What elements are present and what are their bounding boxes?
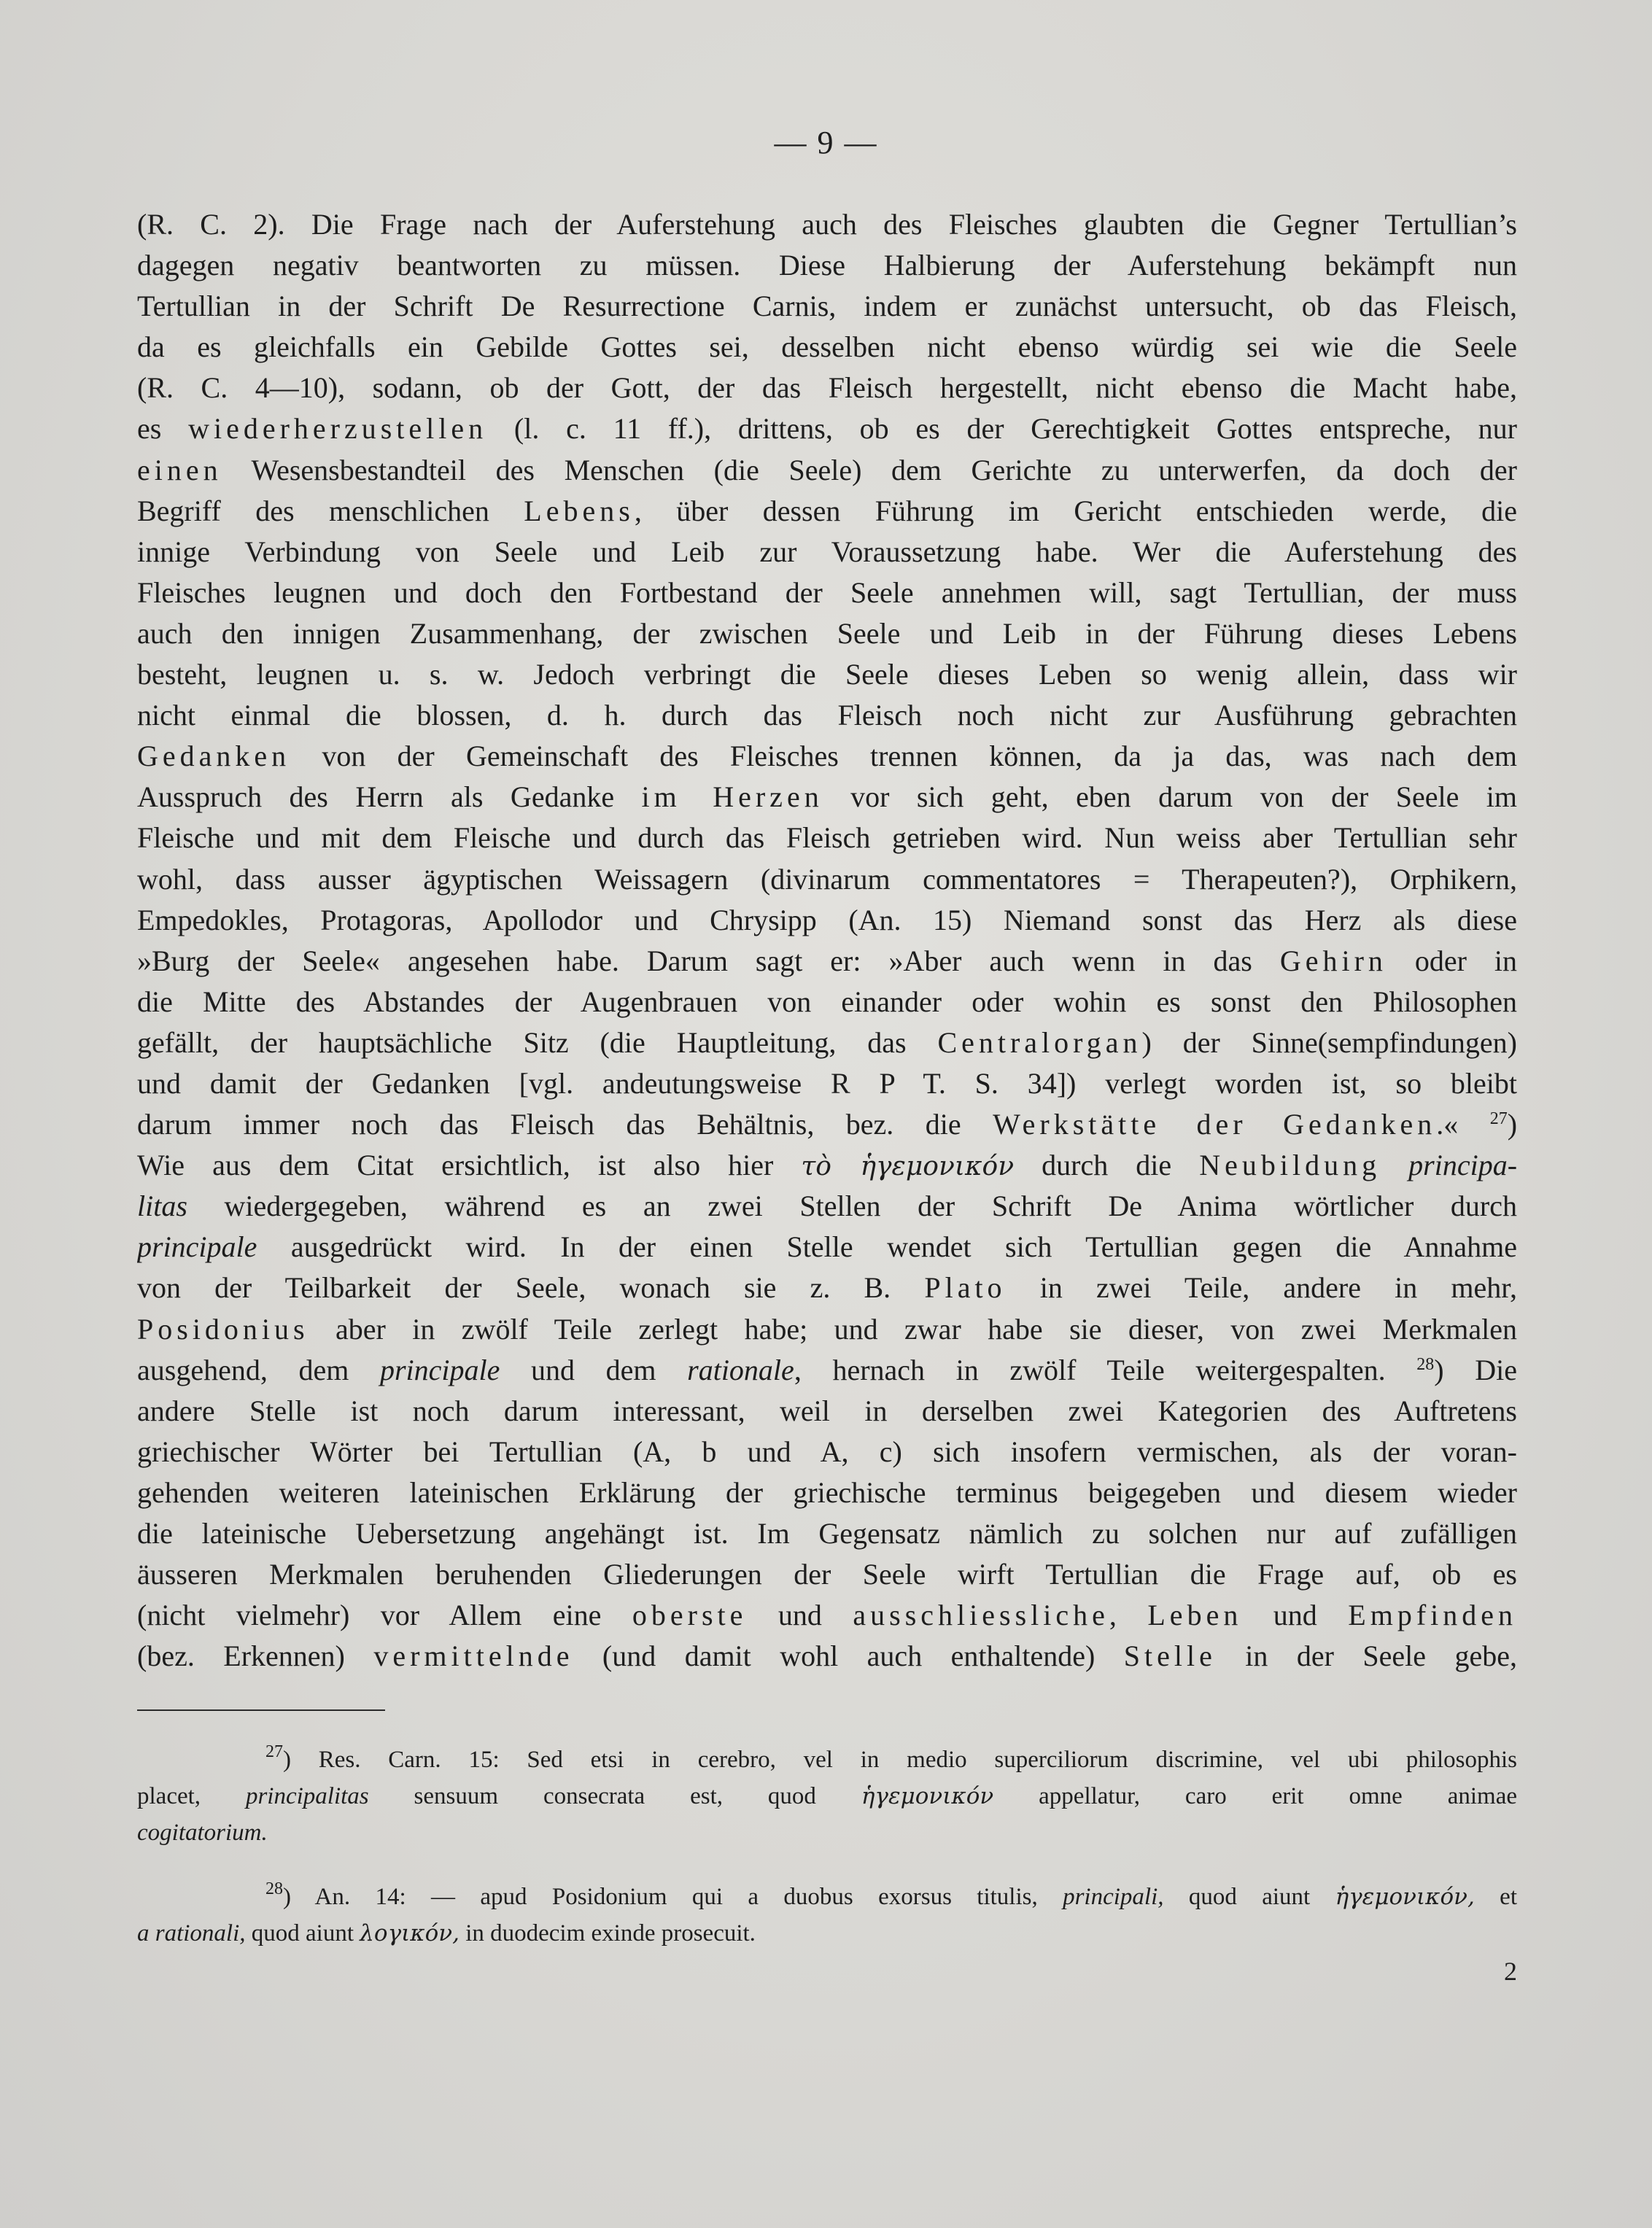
text-run: ) An. 14: — apud Posidonium qui a duobus exorsus titulis,	[283, 1884, 1063, 1910]
text-run: und	[747, 1599, 853, 1632]
spaced-emphasis: Gehirn	[1279, 944, 1387, 977]
latin-term: principali,	[1063, 1884, 1164, 1910]
spaced-emphasis: vermittelnde	[373, 1639, 574, 1673]
text-run: von der Teilbarkeit der Seele, wonach sie z. B.	[137, 1271, 925, 1305]
text-run: »Burg der Seele« angesehen habe. Darum sagt er: »Aber auch wenn in das	[137, 944, 1280, 977]
text-run: die Mitte des Abstandes der Augenbrauen von einander oder wohin es sonst den Philosophen	[137, 985, 1517, 1018]
text-run: et	[1474, 1884, 1517, 1910]
text-line	[137, 1186, 1517, 1227]
text-run: Ausspruch des Herrn als Gedanke	[137, 780, 642, 814]
text-run: , hernach in zwölf Teile weitergespalten.	[794, 1353, 1417, 1386]
text-line	[137, 859, 1517, 900]
text-run: ) der Sinne(sempfindungen)	[1141, 1025, 1517, 1059]
spaced-emphasis: einen	[137, 453, 222, 486]
text-run: besteht, leugnen u. s. w. Jedoch verbringt die Seele dieses Leben so wenig allein, dass wir	[137, 658, 1517, 691]
text-line	[137, 1636, 1517, 1677]
text-line	[137, 1145, 1517, 1186]
text-line	[137, 1554, 1517, 1595]
text-run: ,	[1109, 1599, 1148, 1632]
text-line	[137, 245, 1517, 286]
text-line	[137, 1063, 1517, 1104]
text-line	[137, 1268, 1517, 1308]
latin-term: principale	[379, 1353, 500, 1386]
page-number: — 9 —	[774, 125, 878, 160]
text-run: es	[137, 412, 189, 446]
text-line	[137, 1513, 1517, 1554]
spaced-emphasis: Werkstätte der Gedanken	[993, 1108, 1437, 1141]
text-run: ) Res. Carn. 15: Sed etsi in cerebro, vel in medio superciliorum discrimine, vel ubi philosophis	[283, 1747, 1517, 1773]
text-line	[137, 1022, 1517, 1063]
text-line	[137, 736, 1517, 777]
text-run: und	[1242, 1599, 1349, 1632]
footnote-line	[137, 1778, 1517, 1814]
text-run: (R. C. 4—10), sodann, ob der Gott, der das Fleisch hergestellt, nicht ebenso die Macht habe,	[137, 371, 1517, 405]
text-run: (l. c. 11 ff.), drittens, ob es der Gerechtigkeit Gottes entspreche, nur	[487, 412, 1517, 446]
text-run: Empedokles, Protagoras, Apollodor und Chrysipp (An. 15) Niemand sonst das Herz als diese	[137, 903, 1517, 936]
latin-term: principale	[137, 1230, 257, 1264]
text-run: von der Gemeinschaft des Fleisches trennen können, da ja das, was nach dem	[290, 740, 1517, 773]
text-line	[137, 1309, 1517, 1350]
text-line	[137, 491, 1517, 532]
greek-term: ἡγεμονικόν,	[1335, 1884, 1475, 1910]
text-line	[137, 368, 1517, 408]
footnote-ref-28[interactable]: 28	[1416, 1354, 1435, 1374]
text-run: auch den innigen Zusammenhang, der zwischen Seele und Leib in der Führung dieses Lebens	[137, 616, 1517, 650]
text-line	[137, 1350, 1517, 1391]
text-line	[137, 204, 1517, 245]
spaced-emphasis: Leben	[1147, 1599, 1243, 1632]
latin-term: principa-	[1408, 1149, 1517, 1182]
spaced-emphasis: Empfinden	[1348, 1599, 1517, 1632]
latin-term: principalitas	[245, 1783, 369, 1809]
text-run: vor sich geht, eben darum von der Seele im	[823, 780, 1517, 814]
text-run: griechischer Wörter bei Tertullian (A, b und A, c) sich insofern vermischen, als der voran-	[137, 1435, 1517, 1468]
footnote-marker: 27	[265, 1742, 283, 1761]
text-line	[137, 1432, 1517, 1472]
spaced-emphasis: Centralorgan	[937, 1025, 1142, 1059]
text-run: Begriff des menschlichen	[137, 494, 524, 527]
text-run: placet,	[137, 1783, 246, 1809]
text-line	[137, 327, 1517, 368]
spaced-emphasis: oberste	[632, 1599, 748, 1632]
text-run: gefällt, der hauptsächliche Sitz (die Hauptleitung, das	[137, 1025, 938, 1059]
printer-signature: 2	[1504, 1957, 1517, 1986]
spaced-emphasis: wiederherzustellen	[188, 412, 488, 446]
text-run: (R. C. 2). Die Frage nach der Auferstehung auch des Fleisches glaubten die Gegner Tertullian’s	[137, 208, 1517, 241]
text-run: oder in	[1387, 944, 1517, 977]
text-run: (bez. Erkennen)	[137, 1639, 374, 1673]
spaced-emphasis: Posidonius	[137, 1312, 309, 1346]
text-line	[137, 532, 1517, 572]
spaced-emphasis: Gedanken	[137, 740, 291, 773]
text-line	[137, 982, 1517, 1022]
text-line	[137, 286, 1517, 327]
text-run: nicht einmal die blossen, d. h. durch das Fleisch noch nicht zur Ausführung gebrachten	[137, 699, 1517, 732]
footnote-ref-27[interactable]: 27	[1489, 1109, 1508, 1129]
text-run: ) Die	[1434, 1353, 1517, 1386]
greek-term: τὸ ἡγεμονικόν	[801, 1152, 1015, 1182]
text-run: quod aiunt	[245, 1920, 360, 1946]
footnote-28	[137, 1879, 1517, 1915]
text-line	[137, 900, 1517, 941]
spaced-emphasis: ausschliessliche	[853, 1599, 1109, 1632]
text-line: darum immer noch das Fleisch das Behältnis, bez. die Werkstätte der Gedanken.« $^{27}$)	[137, 1108, 1517, 1141]
text-run: und dem	[500, 1353, 688, 1386]
text-run: dagegen negativ beantworten zu müssen. Diese Halbierung der Auferstehung bekämpft nun	[137, 249, 1517, 282]
main-text	[137, 204, 1517, 1677]
text-run: (nicht vielmehr) vor Allem eine	[137, 1599, 632, 1632]
text-run: sensuum consecrata est, quod	[368, 1783, 861, 1809]
text-line	[137, 450, 1517, 491]
spaced-emphasis: Plato	[924, 1271, 1007, 1305]
footnote-line	[137, 1814, 1517, 1851]
text-run: Fleisches leugnen und doch den Fortbestand der Seele annehmen will, sagt Tertullian, der muss	[137, 575, 1517, 609]
text-line	[137, 1595, 1517, 1636]
spaced-emphasis: Stelle	[1123, 1639, 1217, 1673]
text-line	[137, 695, 1517, 736]
spaced-emphasis: Neubildung	[1199, 1149, 1381, 1182]
text-run: gehenden weiteren lateinischen Erklärung der griechische terminus beigegeben und diesem wieder	[137, 1475, 1517, 1509]
footnote-27	[137, 1742, 1517, 1778]
text-run: da es gleichfalls ein Gebilde Gottes sei, desselben nicht ebenso würdig sei wie die Seele	[137, 330, 1517, 364]
text-line	[137, 941, 1517, 982]
text-run: wiedergegeben, während es an zwei Stellen der Schrift De Anima wörtlicher durch	[187, 1189, 1517, 1223]
footnote-line	[137, 1915, 1517, 1952]
text-run: äusseren Merkmalen beruhenden Gliederungen der Seele wirft Tertullian die Frage auf, ob es	[137, 1558, 1517, 1591]
text-run: ausgehend, dem	[137, 1353, 380, 1386]
text-line	[137, 613, 1517, 654]
text-run: innige Verbindung von Seele und Leib zur Voraussetzung habe. Wer die Auferstehung des	[137, 535, 1517, 568]
greek-term: λογικόν,	[360, 1920, 459, 1946]
latin-term: rationale	[687, 1353, 794, 1386]
text-run: darum immer noch das Fleisch das Behältnis, bez. die	[137, 1108, 993, 1141]
text-line	[137, 777, 1517, 818]
text-run: Tertullian in der Schrift De Resurrectione Carnis, indem er zunächst untersucht, ob das Fleisch,	[137, 290, 1517, 323]
text-line	[137, 654, 1517, 695]
latin-term: cogitatorium.	[137, 1820, 268, 1846]
text-run: , über dessen Führung im Gericht entschieden werde, die	[634, 494, 1517, 527]
text-line	[137, 1472, 1517, 1513]
text-run: ausgedrückt wird. In der einen Stelle wendet sich Tertullian gegen die Annahme	[257, 1230, 1517, 1264]
text-run: in der Seele gebe,	[1216, 1639, 1517, 1673]
text-run: in duodecim exinde prosecuit.	[459, 1920, 756, 1946]
text-run: Wie aus dem Citat ersichtlich, ist also hier	[137, 1149, 802, 1182]
text-run: Wesensbestandteil des Menschen (die Seele) dem Gerichte zu unterwerfen, da doch der	[222, 453, 1517, 486]
text-line	[137, 818, 1517, 858]
text-run: und damit der Gedanken [vgl. andeutungsweise R P T. S. 34]) verlegt worden ist, so bleibt	[137, 1066, 1517, 1100]
latin-term: litas	[137, 1189, 187, 1223]
spaced-emphasis: im Herzen	[641, 780, 823, 814]
text-run: quod aiunt	[1163, 1884, 1335, 1910]
text-run: (und damit wohl auch enthaltende)	[573, 1639, 1124, 1673]
text-run: die lateinische Uebersetzung angehängt ist. Im Gegensatz nämlich zu solchen nur auf zufälligen	[137, 1517, 1517, 1550]
footnote-marker: 28	[265, 1879, 283, 1898]
text-line	[137, 572, 1517, 613]
text-line	[137, 408, 1517, 449]
spaced-emphasis: Lebens	[524, 494, 635, 527]
text-run	[1381, 1149, 1408, 1181]
text-run: aber in zwölf Teile zerlegt habe; und zwar habe sie dieser, von zwei Merkmalen	[309, 1312, 1517, 1346]
text-run: in zwei Teile, andere in mehr,	[1006, 1271, 1517, 1305]
text-run: appellatur, caro erit omne animae	[993, 1783, 1517, 1809]
text-run: .«	[1436, 1108, 1490, 1141]
greek-term: ἡγεμονικόν	[861, 1783, 994, 1809]
footnotes	[137, 1742, 1517, 1952]
text-line	[137, 1227, 1517, 1268]
latin-term: a rationali,	[137, 1920, 246, 1946]
footnote-divider	[137, 1709, 385, 1711]
text-line	[137, 1391, 1517, 1432]
text-run: Fleische und mit dem Fleische und durch das Fleisch getrieben wird. Nun weiss aber Tertullian sehr	[137, 821, 1517, 855]
text-run: andere Stelle ist noch darum interessant, weil in derselben zwei Kategorien des Auftretens	[137, 1394, 1517, 1427]
text-run: wohl, dass ausser ägyptischen Weissagern (divinarum commentatores = Therapeuten?), Orphikern,	[137, 862, 1517, 896]
text-run: durch die	[1014, 1149, 1200, 1182]
